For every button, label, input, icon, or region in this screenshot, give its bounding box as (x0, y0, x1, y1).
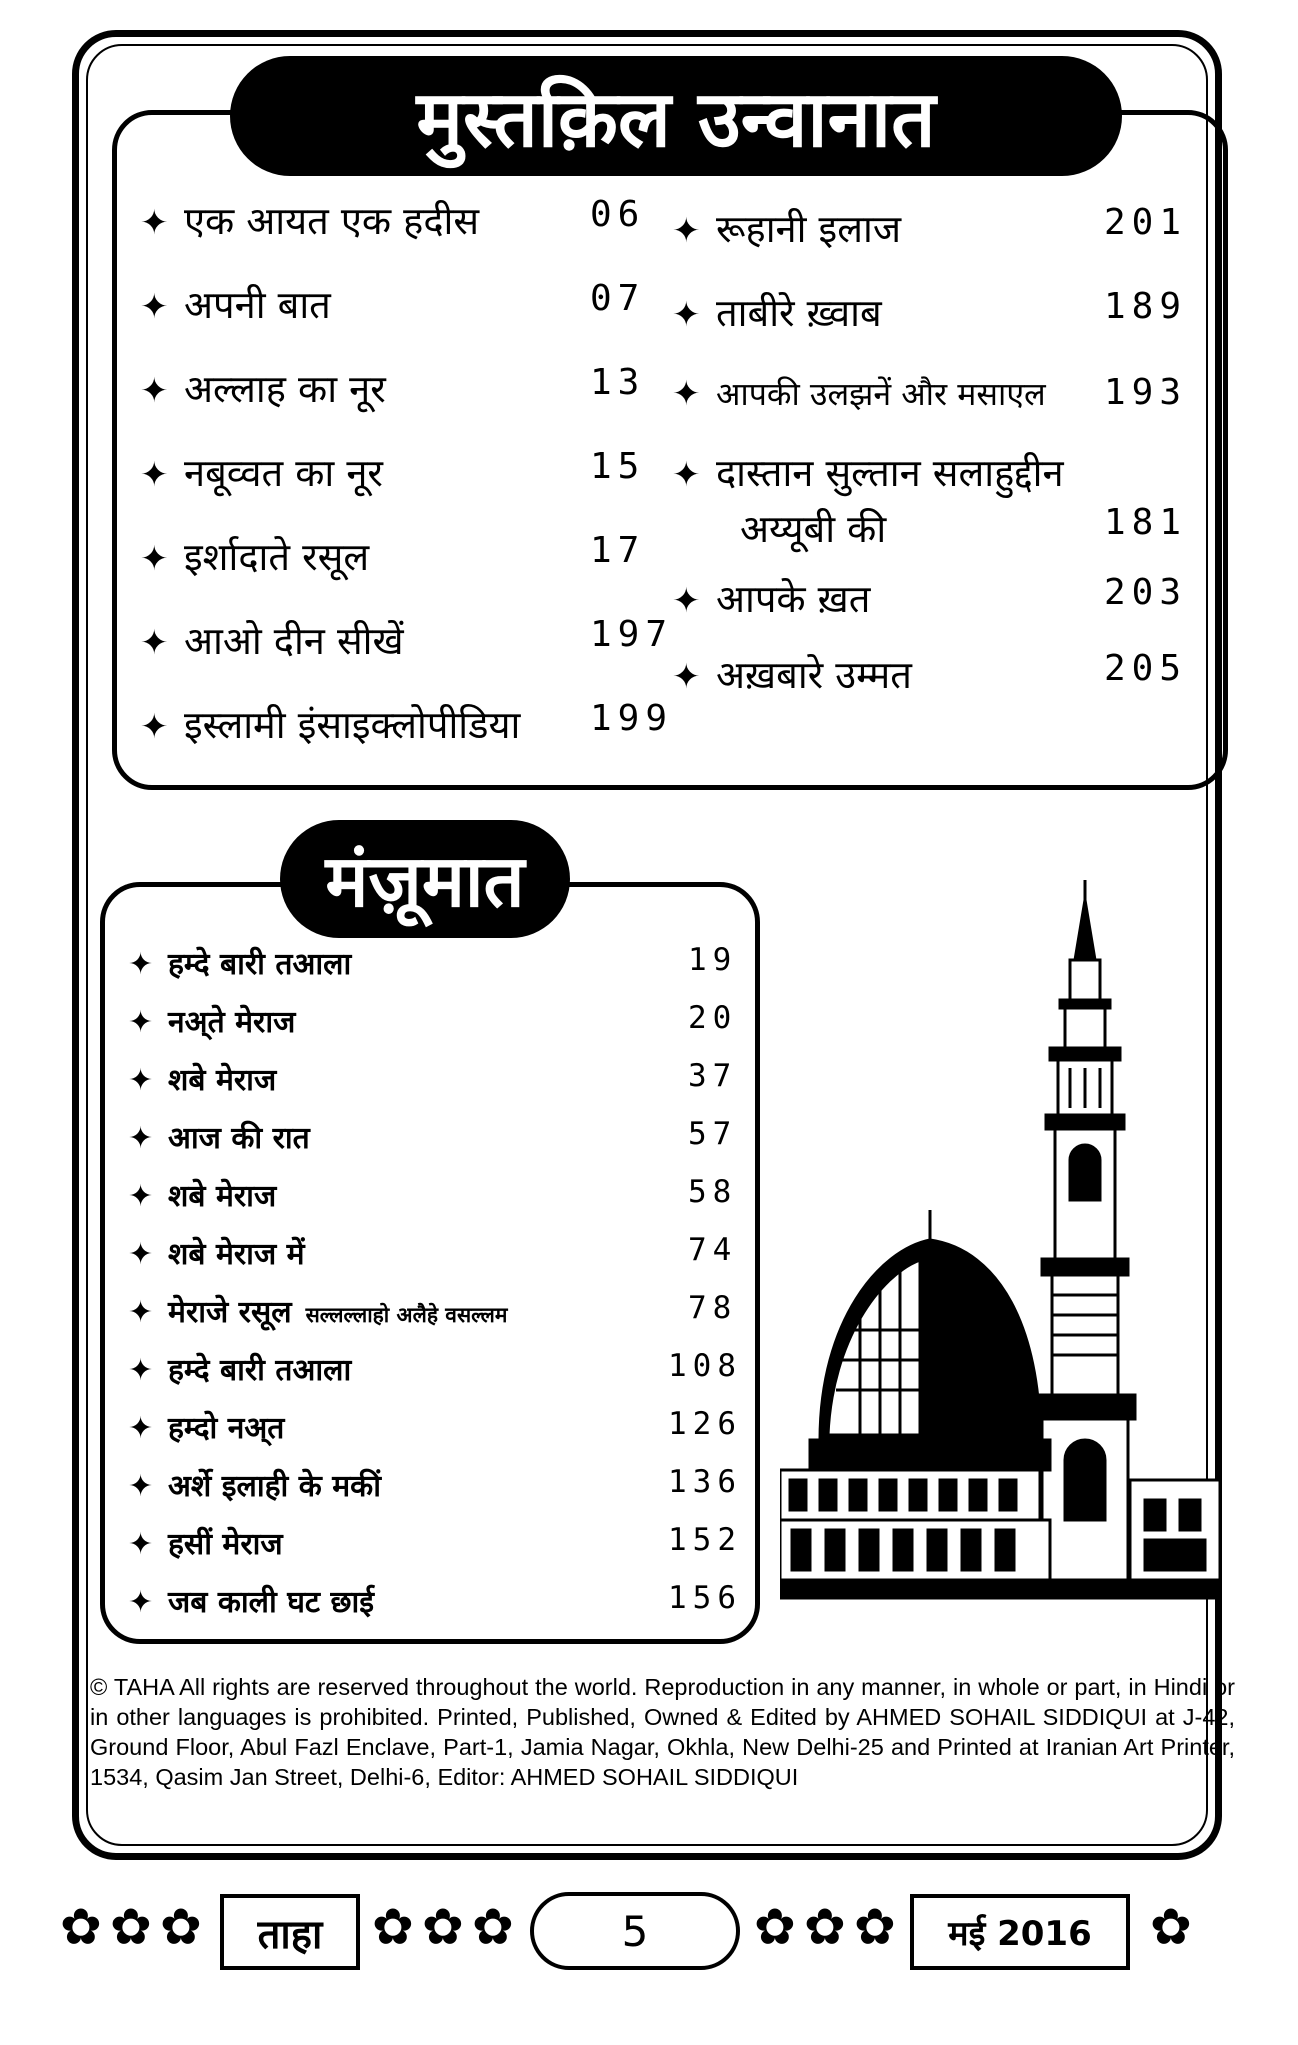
entry-title: मेराजे रसूल (168, 1295, 292, 1330)
flower-ornament-icon: ✿ (160, 1898, 202, 1956)
entry-title-continued: अय्यूबी की (740, 507, 887, 551)
regular-right-item-4[interactable] (672, 446, 1064, 498)
entry-page: 78 (688, 1290, 738, 1326)
entry-page: 203 (1104, 572, 1188, 613)
entry-page: 181 (1104, 502, 1188, 543)
bullet-icon: ✦ (128, 1527, 154, 1562)
entry-page: 199 (590, 698, 674, 739)
flower-ornament-icon: ✿ (804, 1898, 846, 1956)
bullet-icon: ✦ (672, 295, 701, 335)
bullet-icon: ✦ (140, 623, 169, 663)
regular-right-item-3[interactable] (672, 372, 1188, 415)
entry-page: 37 (688, 1058, 738, 1094)
regular-left-item-6[interactable] (140, 614, 674, 666)
bullet-icon: ✦ (140, 455, 169, 495)
entry-title: आपकी उलझनें और मसाएल (716, 375, 1046, 413)
entry-title: आओ दीन सीखें (184, 619, 404, 663)
entry-title: इस्लामी इंसाइक्लोपीडिया (184, 703, 521, 747)
bullet-icon: ✦ (672, 374, 701, 414)
mosque-dome-minaret-icon (780, 880, 1220, 1670)
flower-ornament-icon: ✿ (110, 1898, 152, 1956)
entry-page: 136 (668, 1464, 742, 1500)
bullet-icon: ✦ (128, 1179, 154, 1214)
entry-page: 189 (1104, 286, 1188, 327)
entry-title-suffix: सल्लल्लाहो अलैहे वसल्लम (305, 1303, 508, 1327)
entry-page: 197 (590, 614, 674, 655)
entry-page: 07 (590, 278, 646, 319)
bullet-icon: ✦ (128, 947, 154, 982)
poem-item-4[interactable] (128, 1116, 738, 1157)
entry-page: 156 (668, 1580, 742, 1616)
entry-page: 108 (668, 1348, 742, 1384)
entry-title: अर्शे इलाही के मकीं (168, 1469, 381, 1504)
flower-ornament-icon: ✿ (1150, 1898, 1192, 1956)
flower-ornament-icon: ✿ (372, 1898, 414, 1956)
poem-item-7[interactable] (128, 1290, 738, 1331)
bullet-icon: ✦ (128, 1295, 154, 1330)
poem-item-3[interactable] (128, 1058, 738, 1099)
bullet-icon: ✦ (128, 1469, 154, 1504)
entry-title: ताबीरे ख़्वाब (716, 291, 882, 335)
bullet-icon: ✦ (140, 203, 169, 243)
bullet-icon: ✦ (672, 657, 701, 697)
bullet-icon: ✦ (128, 1237, 154, 1272)
issue-date-box: मई 2016 (910, 1894, 1130, 1970)
entry-title: अपनी बात (184, 283, 331, 327)
entry-title: दास्तान सुल्तान सलाहुद्दीन (716, 451, 1064, 495)
entry-title: नबूव्वत का नूर (184, 451, 383, 495)
entry-title: जब काली घट छाई (168, 1585, 375, 1620)
entry-title: अल्लाह का नूर (184, 367, 386, 411)
bullet-icon: ✦ (128, 1005, 154, 1040)
entry-page: 57 (688, 1116, 738, 1152)
entry-page: 193 (1104, 372, 1188, 413)
regular-left-item-1[interactable] (140, 194, 646, 246)
page-number-box: 5 (530, 1892, 740, 1970)
regular-left-item-5[interactable] (140, 530, 646, 582)
entry-title: आज की रात (168, 1121, 310, 1156)
entry-page: 17 (590, 530, 646, 571)
flower-ornament-icon: ✿ (754, 1898, 796, 1956)
entry-page: 19 (688, 942, 738, 978)
entry-title: आपके ख़त (716, 577, 871, 621)
regular-right-item-6[interactable] (672, 648, 1188, 700)
regular-features-heading: मुस्तक़िल उन्वानात (230, 56, 1122, 176)
bullet-icon: ✦ (128, 1353, 154, 1388)
bullet-icon: ✦ (140, 707, 169, 747)
bullet-icon: ✦ (128, 1585, 154, 1620)
entry-page: 06 (590, 194, 646, 235)
entry-page: 126 (668, 1406, 742, 1442)
bullet-icon: ✦ (672, 211, 701, 251)
entry-page: 74 (688, 1232, 738, 1268)
poem-item-9[interactable] (128, 1406, 742, 1447)
regular-left-item-3[interactable] (140, 362, 646, 414)
poem-item-8[interactable] (128, 1348, 742, 1389)
entry-title: हम्दे बारी तआला (168, 947, 352, 982)
entry-title: अख़बारे उम्मत (716, 653, 912, 697)
regular-right-item-5[interactable] (672, 572, 1188, 624)
regular-left-item-7[interactable] (140, 698, 674, 750)
entry-title: हसीं मेराज (168, 1527, 283, 1562)
bullet-icon: ✦ (128, 1411, 154, 1446)
regular-right-item-2[interactable] (672, 286, 1188, 338)
bullet-icon: ✦ (672, 581, 701, 621)
flower-ornament-icon: ✿ (60, 1898, 102, 1956)
flower-ornament-icon: ✿ (422, 1898, 464, 1956)
bullet-icon: ✦ (672, 455, 701, 495)
entry-title: इर्शादाते रसूल (184, 535, 370, 579)
copyright-notice: © TAHA All rights are reserved throughout the world. Reproduction in any manner, in whole or part, in Hindi or in other languages is prohibited. Printed, Published, Owned & Edited by AHMED SOHAIL SIDDIQUI at J-42, Ground Floor, Abul Fazl Enclave, Part-1, Jamia Nagar, Okhla, New Delhi-25 and Printed at Iranian Art Printer, 1534, Qasim Jan Street, Delhi-6, Editor: AHMED SOHAIL SIDDIQUI (90, 1674, 1235, 1790)
entry-title: हम्दो नअ्त (168, 1411, 285, 1446)
page-footer (60, 1880, 1250, 1990)
bullet-icon: ✦ (140, 287, 169, 327)
entry-title: शबे मेराज (168, 1063, 277, 1098)
regular-right-item-4-line2[interactable] (740, 502, 1188, 554)
regular-left-item-4[interactable] (140, 446, 646, 498)
bullet-icon: ✦ (140, 371, 169, 411)
magazine-name-box: ताहा (220, 1894, 360, 1970)
flower-ornament-icon: ✿ (472, 1898, 514, 1956)
entry-title: शबे मेराज में (168, 1237, 305, 1272)
entry-title: शबे मेराज (168, 1179, 277, 1214)
entry-page: 201 (1104, 202, 1188, 243)
entry-title: रूहानी इलाज (716, 207, 902, 251)
entry-title: हम्दे बारी तआला (168, 1353, 352, 1388)
poem-item-10[interactable] (128, 1464, 742, 1505)
poems-heading: मंज़ूमात (280, 820, 570, 938)
entry-title: नअ्ते मेराज (168, 1005, 296, 1040)
regular-right-item-1[interactable] (672, 202, 1188, 254)
flower-ornament-icon: ✿ (854, 1898, 896, 1956)
entry-title: एक आयत एक हदीस (184, 199, 480, 243)
bullet-icon: ✦ (128, 1121, 154, 1156)
poem-item-1[interactable] (128, 942, 738, 983)
bullet-icon: ✦ (128, 1063, 154, 1098)
entry-page: 20 (688, 1000, 738, 1036)
poem-item-12[interactable] (128, 1580, 742, 1621)
poem-item-11[interactable] (128, 1522, 742, 1563)
poem-item-2[interactable] (128, 1000, 738, 1041)
entry-page: 205 (1104, 648, 1188, 689)
entry-page: 13 (590, 362, 646, 403)
poem-item-6[interactable] (128, 1232, 738, 1273)
entry-page: 15 (590, 446, 646, 487)
entry-page: 152 (668, 1522, 742, 1558)
entry-page: 58 (688, 1174, 738, 1210)
bullet-icon: ✦ (140, 539, 169, 579)
poem-item-5[interactable] (128, 1174, 738, 1215)
regular-left-item-2[interactable] (140, 278, 646, 330)
